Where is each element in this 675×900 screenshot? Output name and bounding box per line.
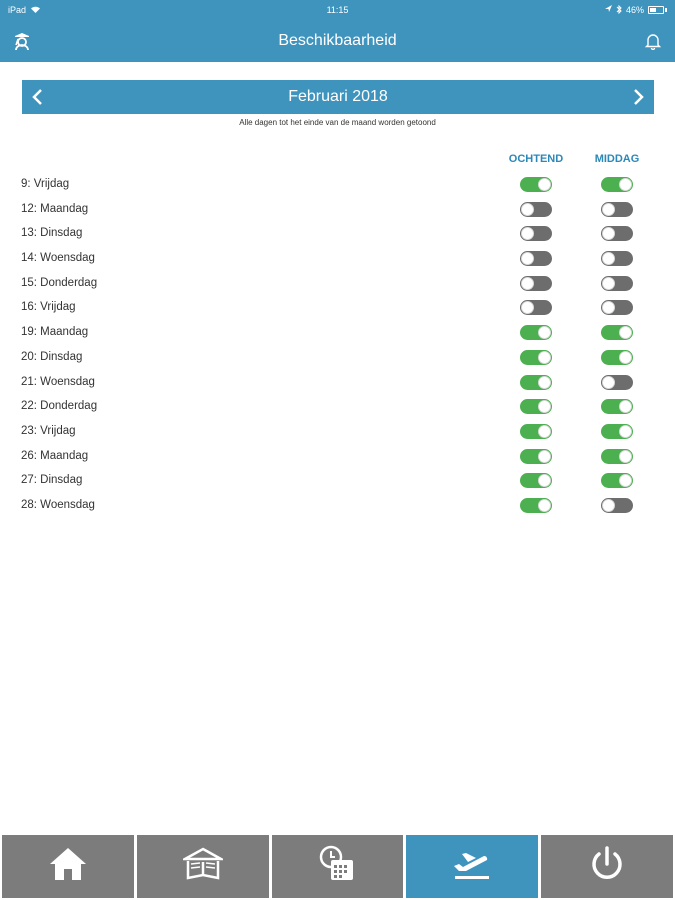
afternoon-toggle[interactable] [601,325,633,340]
tab-schedule[interactable] [272,835,404,898]
afternoon-toggle[interactable] [601,251,633,266]
battery-icon [648,6,664,14]
chevron-right-icon[interactable] [626,85,650,109]
power-icon [587,844,627,889]
toggle-knob [619,474,632,487]
toggle-knob [602,252,615,265]
device-name: iPad [8,5,27,15]
morning-toggle[interactable] [520,202,552,217]
morning-toggle[interactable] [520,177,552,192]
toggle-knob [538,474,551,487]
afternoon-toggle[interactable] [601,350,633,365]
day-row [0,370,675,395]
home-icon [48,845,88,888]
status-left [8,5,41,16]
day-label: 16: Vrijdag [21,301,76,314]
toggle-knob [538,178,551,191]
bottom-tab-bar [0,835,675,900]
afternoon-toggle[interactable] [601,300,633,315]
day-row [0,493,675,518]
wifi-icon [30,5,41,16]
toggle-knob [521,301,534,314]
status-bar [0,0,675,20]
morning-toggle[interactable] [520,251,552,266]
day-label: 27: Dinsdag [21,474,83,487]
column-header-morning: OCHTEND [508,153,564,165]
day-label: 14: Woensdag [21,252,95,265]
toggle-knob [619,178,632,191]
month-label: Februari 2018 [288,88,388,105]
battery-tip [665,8,667,12]
afternoon-toggle[interactable] [601,276,633,291]
day-label: 21: Woensdag [21,375,95,388]
toggle-knob [538,499,551,512]
status-time: 11:15 [326,5,349,15]
afternoon-toggle[interactable] [601,226,633,241]
bluetooth-icon [616,5,622,16]
day-row [0,345,675,370]
day-label: 28: Woensdag [21,498,95,511]
location-icon [605,5,612,15]
afternoon-toggle[interactable] [601,375,633,390]
bell-icon[interactable] [641,29,665,53]
month-subtitle: Alle dagen tot het einde van de maand worden getoond [239,118,436,127]
toggle-knob [619,425,632,438]
toggle-knob [619,351,632,364]
morning-toggle[interactable] [520,325,552,340]
toggle-knob [521,227,534,240]
day-row [0,221,675,246]
day-row [0,172,675,197]
day-row [0,419,675,444]
toggle-knob [602,227,615,240]
morning-toggle[interactable] [520,350,552,365]
afternoon-toggle[interactable] [601,473,633,488]
day-row [0,271,675,296]
toggle-knob [619,400,632,413]
toggle-knob [538,425,551,438]
toggle-knob [521,203,534,216]
day-label: 20: Dinsdag [21,350,83,363]
day-label: 23: Vrijdag [21,424,76,437]
morning-toggle[interactable] [520,449,552,464]
book-icon [183,845,223,888]
toggle-knob [521,252,534,265]
day-row [0,320,675,345]
tab-book[interactable] [137,835,269,898]
day-row [0,295,675,320]
toggle-knob [602,376,615,389]
tab-logout[interactable] [541,835,673,898]
toggle-knob [538,450,551,463]
toggle-knob [538,326,551,339]
afternoon-toggle[interactable] [601,424,633,439]
app-header [0,20,675,62]
tab-home[interactable] [2,835,134,898]
morning-toggle[interactable] [520,226,552,241]
day-row [0,197,675,222]
morning-toggle[interactable] [520,300,552,315]
afternoon-toggle[interactable] [601,177,633,192]
day-row [0,394,675,419]
day-label: 13: Dinsdag [21,227,83,240]
clock-calendar-icon [317,844,357,889]
day-label: 19: Maandag [21,326,89,339]
toggle-knob [521,277,534,290]
toggle-knob [602,499,615,512]
status-right [605,5,667,16]
toggle-knob [602,301,615,314]
afternoon-toggle[interactable] [601,449,633,464]
afternoon-toggle[interactable] [601,202,633,217]
morning-toggle[interactable] [520,399,552,414]
morning-toggle[interactable] [520,473,552,488]
tab-availability[interactable] [406,835,538,898]
day-row [0,468,675,493]
day-label: 26: Maandag [21,449,89,462]
afternoon-toggle[interactable] [601,498,633,513]
column-header-afternoon: MIDDAG [594,153,640,165]
morning-toggle[interactable] [520,276,552,291]
day-label: 15: Donderdag [21,276,98,289]
toggle-knob [602,277,615,290]
toggle-knob [619,326,632,339]
battery-percentage: 46% [625,5,644,15]
page-title: Beschikbaarheid [278,32,397,49]
month-navigator [22,80,654,114]
morning-toggle[interactable] [520,424,552,439]
availability-list [0,172,675,518]
morning-toggle[interactable] [520,375,552,390]
toggle-knob [538,376,551,389]
day-row [0,246,675,271]
airplane-departure-icon [450,845,494,888]
morning-toggle[interactable] [520,498,552,513]
day-label: 12: Maandag [21,202,89,215]
toggle-knob [538,351,551,364]
toggle-knob [602,203,615,216]
day-row [0,444,675,469]
day-label: 22: Donderdag [21,400,98,413]
toggle-knob [538,400,551,413]
toggle-knob [619,450,632,463]
day-label: 9: Vrijdag [21,178,70,190]
afternoon-toggle[interactable] [601,399,633,414]
